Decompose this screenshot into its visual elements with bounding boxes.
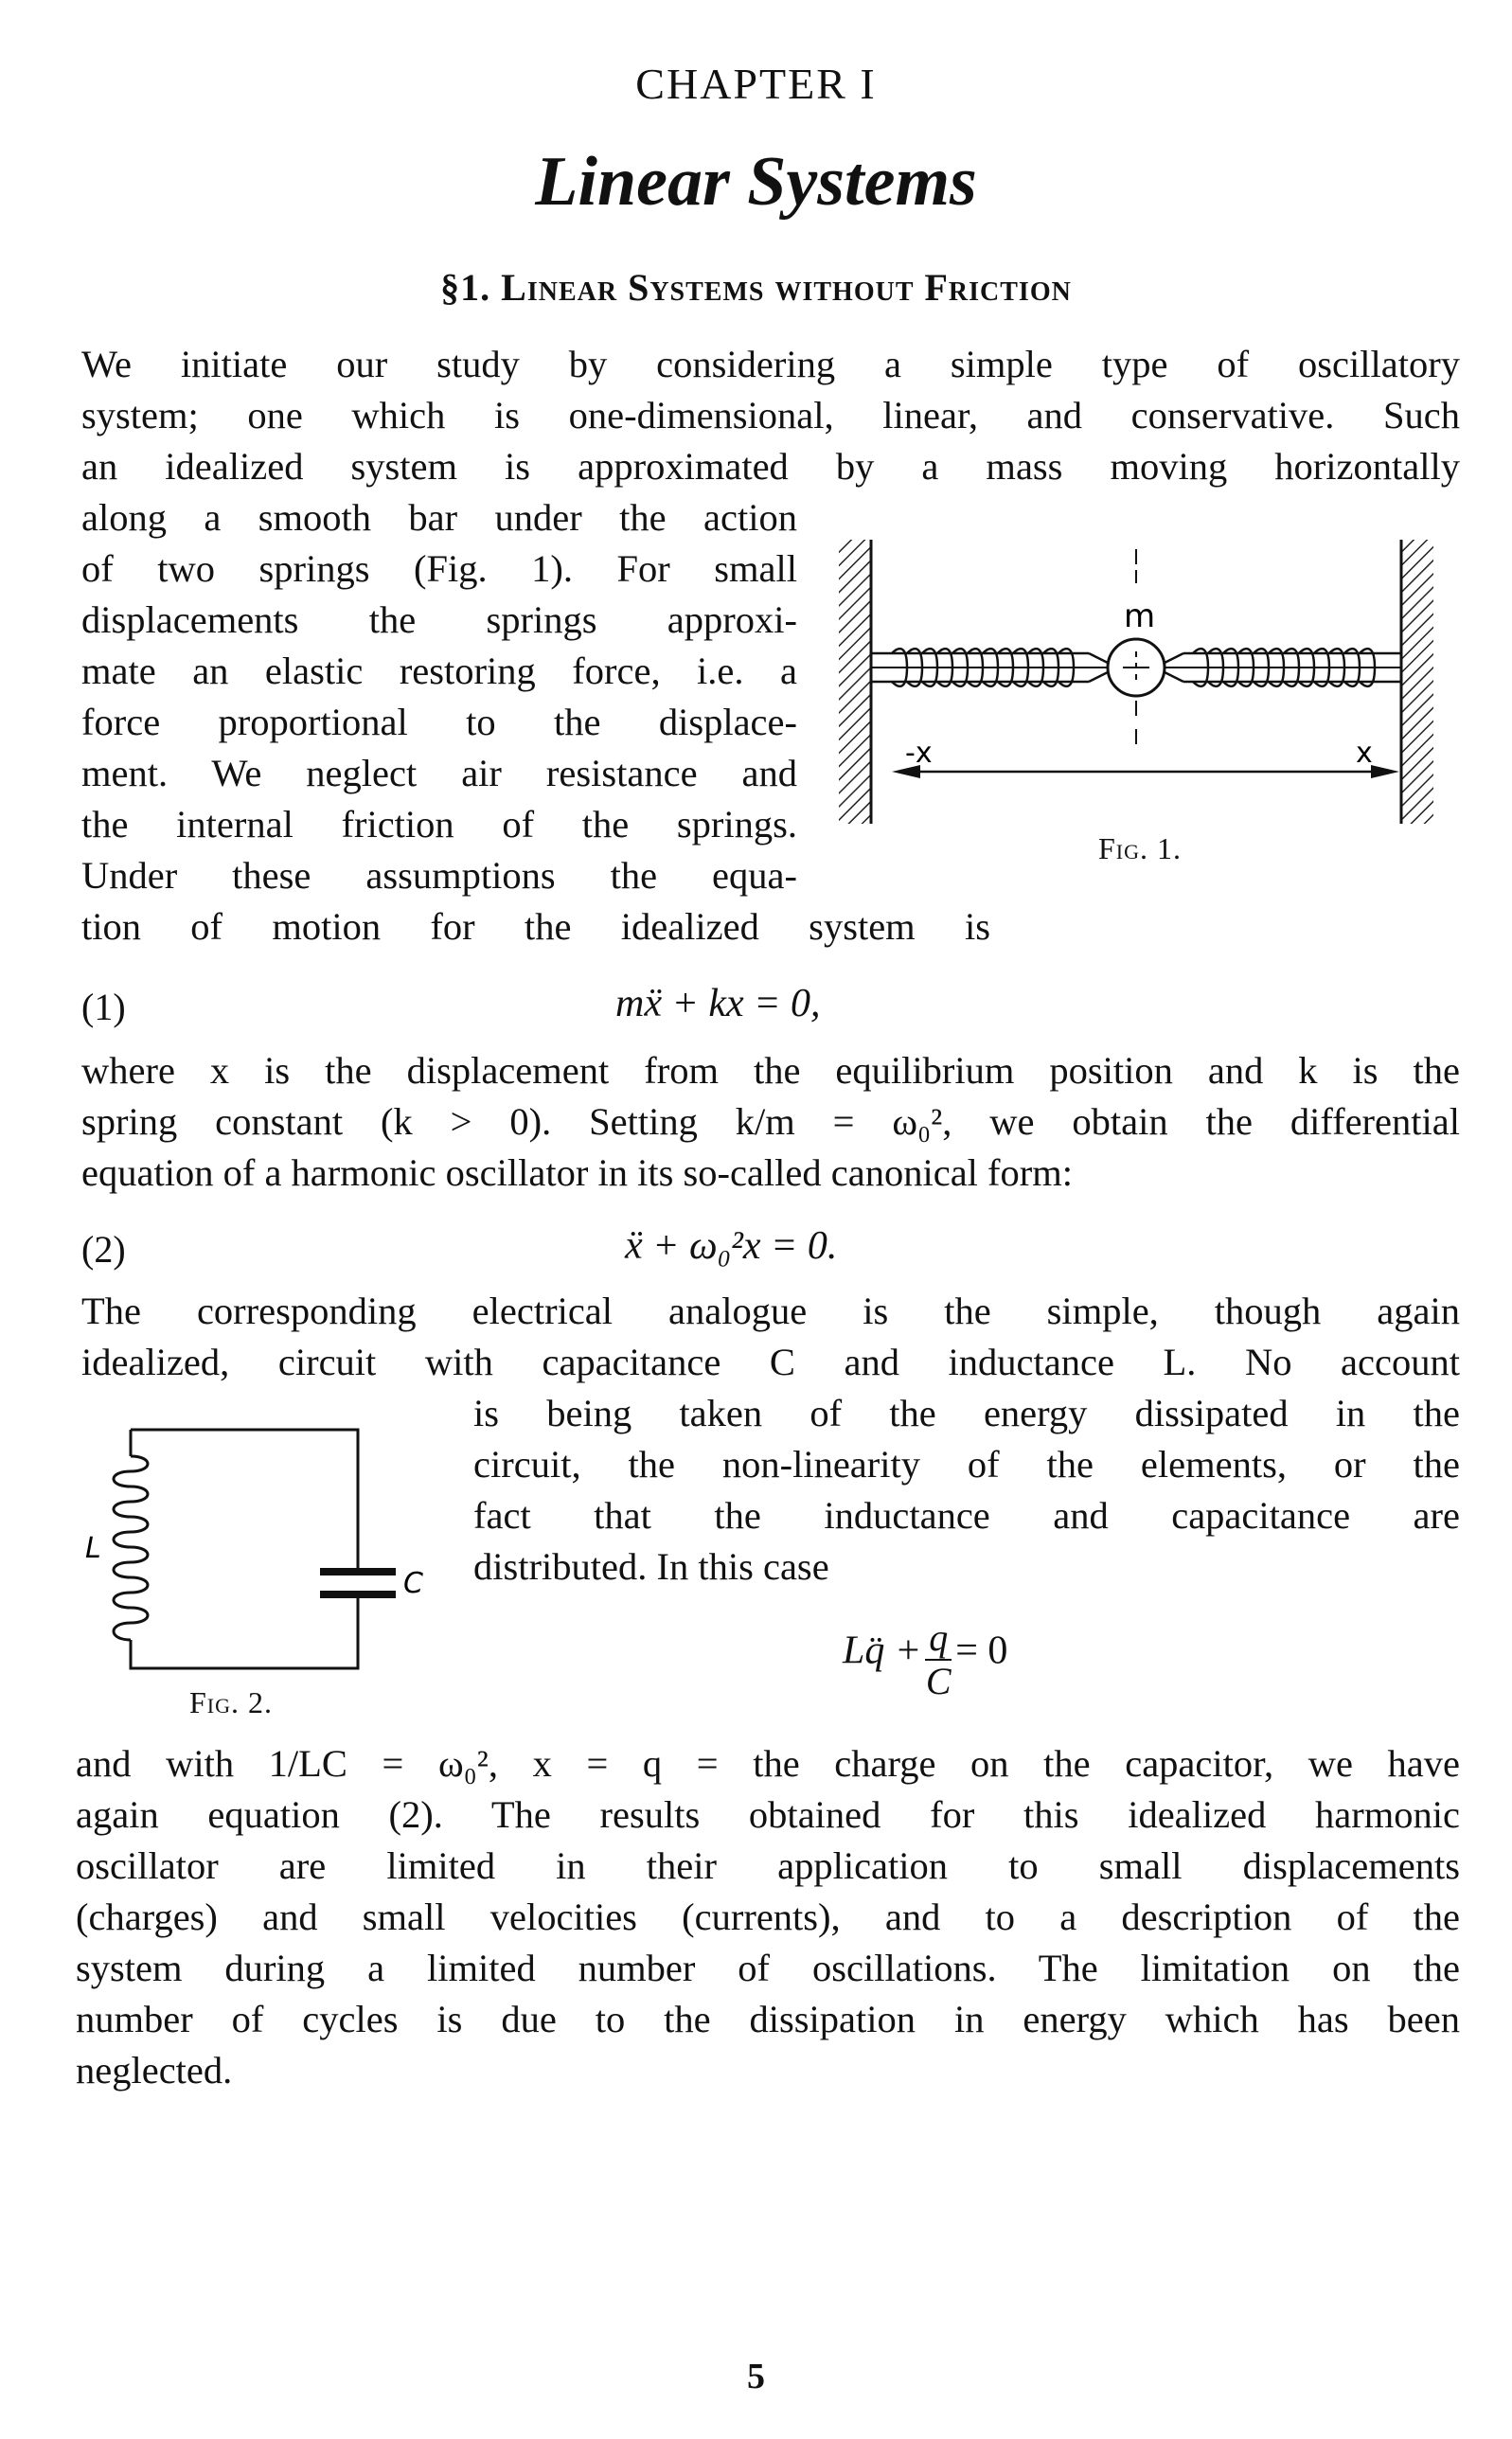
equation-1: mẍ + kx = 0,	[615, 982, 821, 1025]
equation-3-lhs: Lq̈ +	[843, 1629, 922, 1673]
chapter-label: CHAPTER I	[635, 60, 877, 108]
text-line: (charges) and small velocities (currents), and to a description of the	[76, 1896, 1460, 1938]
intro-paragraph	[81, 339, 1460, 492]
text-line: fact that the inductance and capacitance are	[473, 1494, 1460, 1537]
text-line: spring constant (k > 0). Setting k/m = ω₀², we obtain the differential	[81, 1100, 1460, 1143]
text-line: again equation (2). The results obtained for this idealized harmonic	[76, 1793, 1460, 1836]
text-line: The corresponding electrical analogue is the simple, though again	[81, 1290, 1460, 1332]
text-line: the internal friction of the springs.	[81, 803, 797, 846]
figure-1-mass-spring	[833, 530, 1477, 852]
text-line: mate an elastic restoring force, i.e. a	[81, 650, 797, 692]
text-line: of two springs (Fig. 1). For small	[81, 547, 797, 590]
text-line: distributed. In this case	[473, 1545, 829, 1588]
section-number: §1.	[440, 266, 491, 309]
page-number: 5	[747, 2357, 765, 2396]
text-line: system during a limited number of oscillations. The limitation on the	[76, 1947, 1460, 1989]
text-line: along a smooth bar under the action	[81, 496, 797, 539]
equation-2-number: (2)	[81, 1228, 126, 1271]
equation-3-rhs: = 0	[955, 1629, 1008, 1673]
capacitor-plate-bottom	[320, 1591, 396, 1598]
text-line: ment. We neglect air resistance and	[81, 752, 797, 794]
right-wall	[1401, 540, 1433, 824]
negative-x-label: -x	[905, 737, 933, 770]
positive-x-label: x	[1356, 737, 1373, 770]
text-line-content: tion of motion for the idealized system is	[81, 905, 990, 948]
text-line: is being taken of the energy dissipated in the	[473, 1392, 1460, 1434]
text-line: displacements the springs approxi-	[81, 598, 797, 641]
paragraph-after-eq2	[81, 1286, 1460, 1388]
fig1-wrap-paragraph	[81, 492, 797, 901]
figure-1-caption: Fig. 1.	[1098, 831, 1183, 865]
fraction-numerator: q	[925, 1617, 952, 1661]
equation-3-fraction	[925, 1617, 952, 1702]
section-heading	[0, 265, 1512, 310]
text-line: circuit, the non-linearity of the elements, or the	[473, 1443, 1460, 1486]
text-line: an idealized system is approximated by a mass moving horizontally	[81, 445, 1460, 488]
circuit-wire	[131, 1430, 358, 1668]
text-line: We initiate our study by considering a simple type of oscillatory	[81, 343, 1460, 385]
text-line: Under these assumptions the equa-	[81, 854, 797, 897]
text-line: number of cycles is due to the dissipation in energy which has been	[76, 1998, 1460, 2040]
capacitor-plate-top	[320, 1568, 396, 1576]
mass-label: m	[1124, 597, 1156, 635]
chapter-title: Linear Systems	[535, 143, 977, 221]
figure-2-lc-circuit	[85, 1401, 445, 1685]
inductor-label: L	[85, 1532, 101, 1565]
inductor-coil	[114, 1456, 148, 1640]
text-line: equation of a harmonic oscillator in its so-called canonical form:	[81, 1151, 1074, 1194]
section-title: Linear Systems without Friction	[501, 266, 1072, 309]
left-wall	[839, 540, 871, 824]
equation-3	[843, 1617, 1007, 1702]
capacitor-label: C	[403, 1567, 423, 1600]
fraction-denominator: C	[925, 1660, 952, 1702]
text-line: force proportional to the displace-	[81, 701, 797, 743]
fig2-wrap-paragraph	[473, 1388, 1460, 1593]
figure-2-caption: Fig. 2.	[189, 1685, 274, 1719]
equation-2: ẍ + ω₀²x = 0.	[625, 1224, 838, 1268]
text-line: oscillator are limited in their application to small displacements	[76, 1844, 1460, 1887]
text-line: and with 1/LC = ω₀², x = q = the charge on the capacitor, we have	[76, 1742, 1460, 1785]
text-line	[81, 901, 990, 952]
text-line: system; one which is one-dimensional, linear, and conservative. Such	[81, 394, 1460, 436]
paragraph-after-eq1	[81, 1045, 1460, 1199]
text-line: idealized, circuit with capacitance C and inductance L. No account	[81, 1341, 1460, 1383]
text-line: neglected.	[76, 2049, 233, 2092]
equation-1-number: (1)	[81, 986, 126, 1028]
text-line: where x is the displacement from the equilibrium position and k is the	[81, 1049, 1460, 1092]
closing-paragraph	[76, 1738, 1460, 2096]
